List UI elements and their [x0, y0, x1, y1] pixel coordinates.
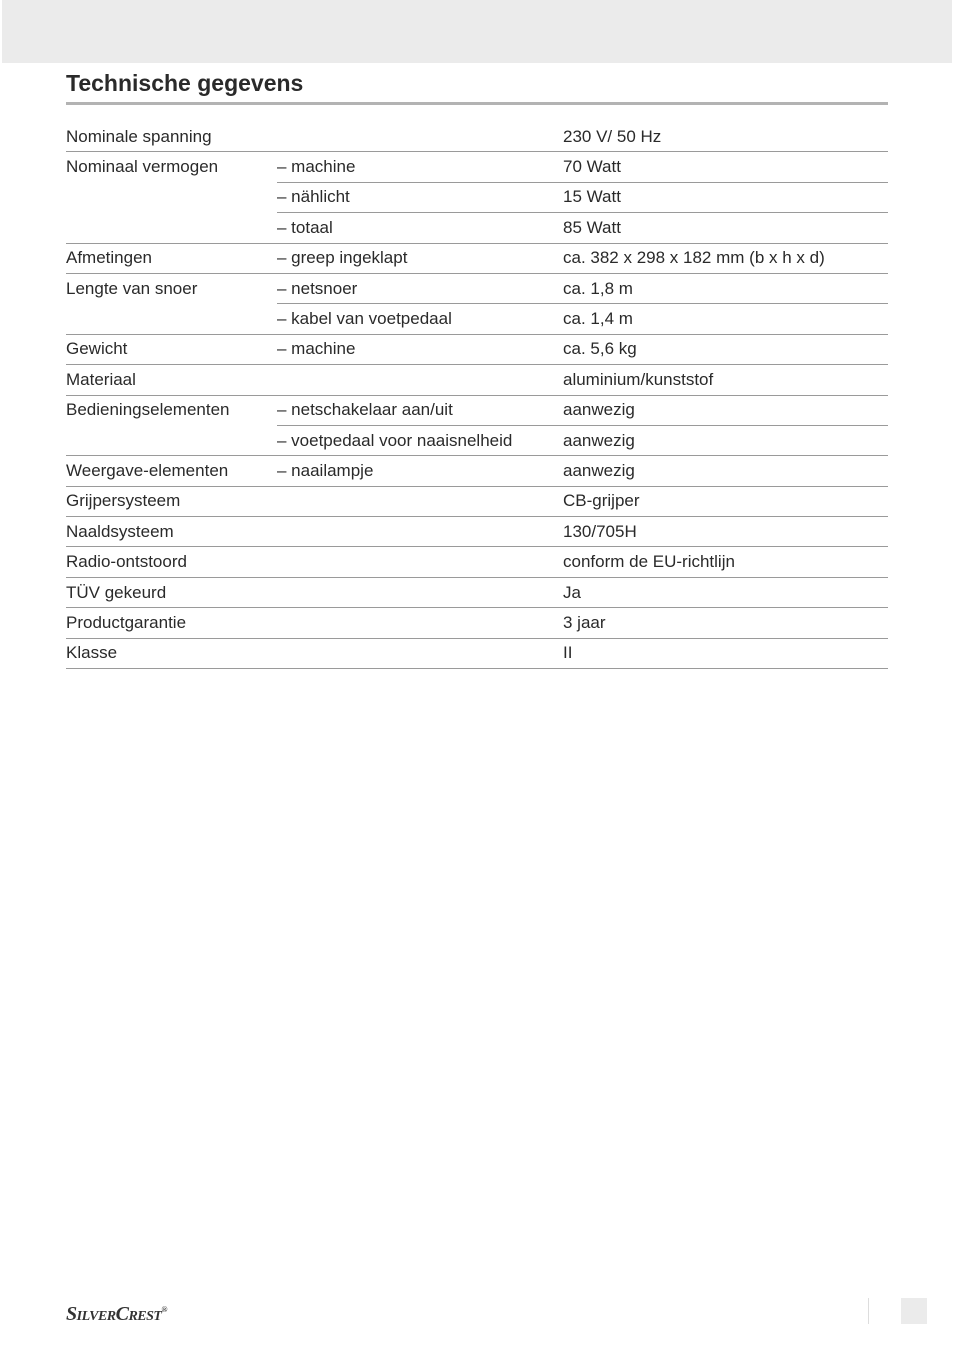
page-number-tab	[901, 1298, 927, 1324]
header-band	[2, 0, 952, 63]
spec-sub: – machine	[277, 334, 563, 364]
spec-sub	[277, 577, 563, 607]
spec-label: TÜV gekeurd	[66, 577, 277, 607]
table-row	[66, 486, 888, 516]
spec-value: CB-grijper	[563, 486, 888, 516]
spec-value: 130/705H	[563, 517, 888, 547]
spec-label: Bedieningselementen	[66, 400, 230, 420]
spec-label: Nominaal vermogen	[66, 157, 219, 177]
table-row	[66, 456, 888, 486]
spec-sub: – kabel van voetpedaal	[277, 304, 563, 334]
table-row	[66, 425, 888, 455]
footer-divider	[868, 1298, 869, 1324]
spec-label: Grijpersysteem	[66, 486, 277, 516]
spec-sub	[277, 608, 563, 638]
table-row	[66, 608, 888, 638]
page-title: Technische gegevens	[66, 70, 304, 96]
table-row	[66, 182, 888, 212]
spec-sub: – nählicht	[277, 182, 563, 212]
title-divider	[66, 102, 888, 105]
spec-label: Materiaal	[66, 365, 277, 395]
spec-value: 85 Watt	[563, 213, 888, 243]
spec-value: 70 Watt	[563, 152, 888, 182]
spec-label	[66, 213, 277, 243]
spec-value: ca. 1,8 m	[563, 273, 888, 303]
spec-value: aanwezig	[563, 456, 888, 486]
spec-value: II	[563, 638, 888, 668]
table-row	[66, 243, 888, 273]
spec-value: Ja	[563, 577, 888, 607]
spec-value: ca. 382 x 298 x 182 mm (b x h x d)	[563, 243, 888, 273]
table-row	[66, 334, 888, 364]
spec-value: ca. 5,6 kg	[563, 334, 888, 364]
spec-value: conform de EU-richtlijn	[563, 547, 888, 577]
spec-table	[66, 122, 888, 669]
spec-sub: – netschakelaar aan/uit	[277, 395, 563, 425]
spec-sub: – naailampje	[277, 456, 563, 486]
spec-label	[66, 182, 277, 212]
spec-value: ca. 1,4 m	[563, 304, 888, 334]
table-row	[66, 122, 888, 152]
registered-mark: ®	[161, 1305, 167, 1314]
spec-label	[66, 425, 277, 455]
spec-value: aanwezig	[563, 395, 888, 425]
spec-sub	[277, 517, 563, 547]
table-row	[66, 273, 888, 303]
spec-sub: – greep ingeklapt	[277, 243, 563, 273]
spec-label: Gewicht	[66, 334, 277, 364]
spec-sub	[277, 547, 563, 577]
brand-name: SilverCrest	[66, 1303, 162, 1325]
spec-sub: – netsnoer	[277, 273, 563, 303]
spec-sub: – machine	[277, 152, 563, 182]
spec-value: aanwezig	[563, 425, 888, 455]
spec-label: Nominale spanning	[66, 122, 277, 152]
table-row	[66, 517, 888, 547]
spec-label	[66, 304, 277, 334]
spec-sub: – voetpedaal voor naaisnelheid	[277, 425, 563, 455]
spec-value: 15 Watt	[563, 182, 888, 212]
table-row	[66, 213, 888, 243]
table-row	[66, 304, 888, 334]
spec-sub: – totaal	[277, 213, 563, 243]
spec-value: 3 jaar	[563, 608, 888, 638]
spec-value: aluminium/kunststof	[563, 365, 888, 395]
spec-label: Naaldsysteem	[66, 517, 277, 547]
spec-label: Radio-ontstoord	[66, 547, 277, 577]
table-row	[66, 577, 888, 607]
table-row	[66, 152, 888, 182]
spec-sub	[277, 638, 563, 668]
brand-logo	[66, 1303, 167, 1326]
spec-label: Productgarantie	[66, 608, 277, 638]
spec-value: 230 V/ 50 Hz	[563, 122, 888, 152]
table-row	[66, 395, 888, 425]
table-row	[66, 547, 888, 577]
spec-sub	[277, 486, 563, 516]
table-row	[66, 365, 888, 395]
spec-label: Weergave-elementen	[66, 456, 277, 486]
table-row	[66, 638, 888, 668]
spec-sub	[277, 122, 563, 152]
spec-label: Klasse	[66, 638, 277, 668]
spec-sub	[277, 365, 563, 395]
spec-label: Lengte van snoer	[66, 278, 198, 298]
spec-label: Afmetingen	[66, 243, 277, 273]
